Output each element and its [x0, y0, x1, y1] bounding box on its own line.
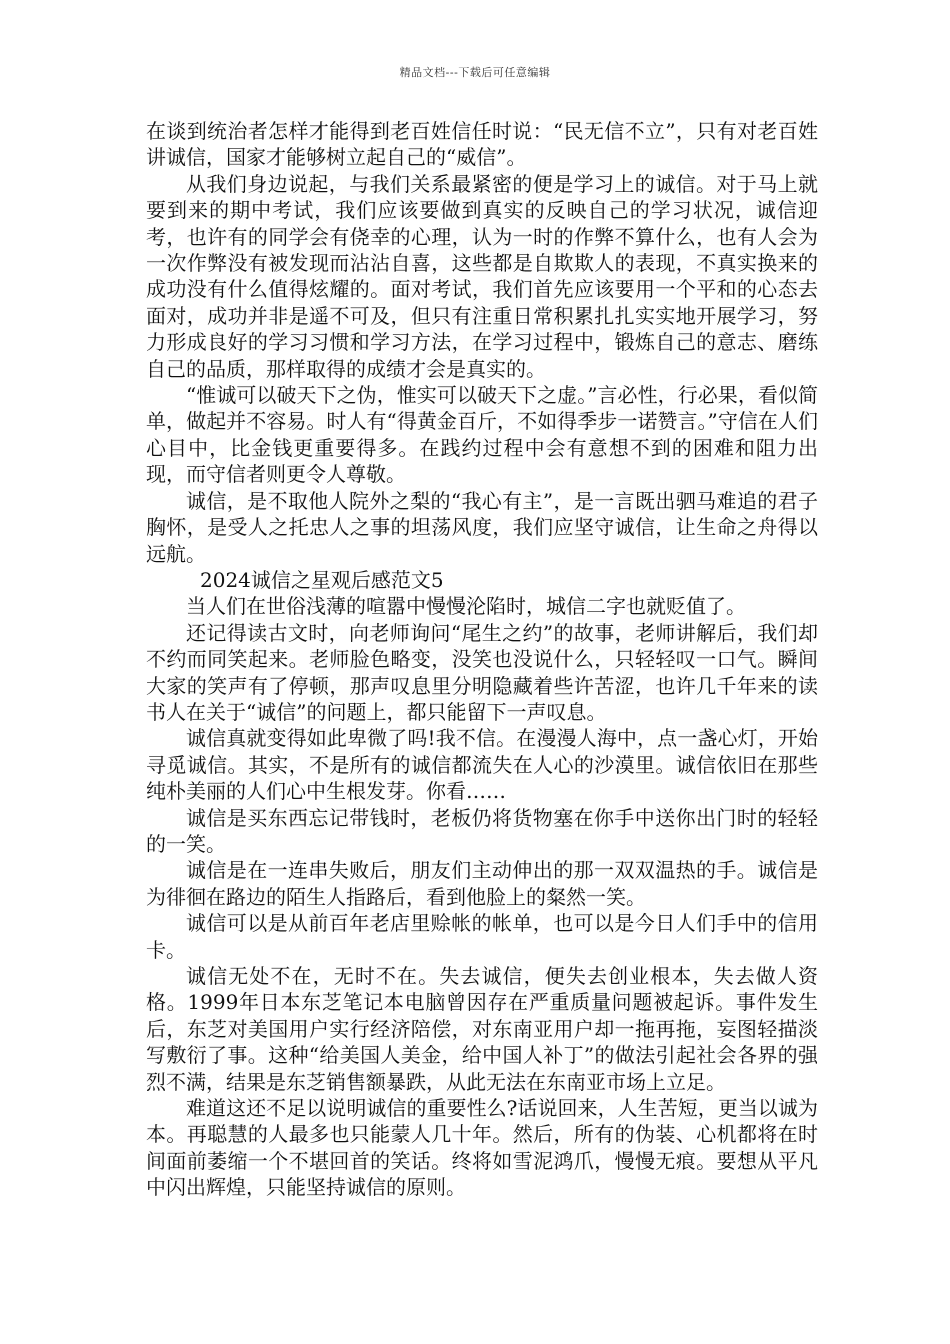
paragraph-3: “惟诚可以破天下之伪，惟实可以破天下之虚。”言必性，行必果，看似简单，做起并不容易。时人有“得黄金百斤，不如得季步一诺赞言。”守信在人们心目中，比金钱更重要得多。在践约过程中会有意想不到的困难和阻力出现，而守信者则更令人尊敬。: [146, 383, 818, 487]
paragraph-9: 诚信是在一连串失败后，朋友们主动伸出的那一双双温热的手。诚信是为徘徊在路边的陌生人指路后，看到他脸上的粲然一笑。: [146, 858, 818, 909]
paragraph-6: 还记得读古文时，向老师询问“尾生之约”的故事，老师讲解后，我们却不约而同笑起来。老师脸色略变，没笑也没说什么，只轻轻叹一口气。瞬间大家的笑声有了停顿，那声叹息里分明隐藏着些许苦涩，也许几千年来的读书人在关于“诚信”的问题上，都只能留下一声叹息。: [146, 620, 818, 724]
paragraph-12: 难道这还不足以说明诚信的重要性么?话说回来，人生苦短，更当以诚为本。再聪慧的人最多也只能蒙人几十年。然后，所有的伪装、心机都将在时间面前萎缩一个不堪回首的笑话。终将如雪泥鸿爪，慢慢无痕。要想从平凡中闪出辉煌，只能坚持诚信的原则。: [146, 1096, 818, 1200]
paragraph-4: 诚信，是不取他人院外之梨的“我心有主”，是一言既出驷马难追的君子胸怀，是受人之托忠人之事的坦荡风度，我们应坚守诚信，让生命之舟得以远航。: [146, 488, 818, 566]
paragraph-11: 诚信无处不在，无时不在。失去诚信，便失去创业根本，失去做人资格。1999年日本东芝笔记本电脑曾因存在严重质量问题被起诉。事件发生后，东芝对美国用户实行经济陪偿，对东南亚用户却一拖再拖，妄图轻描淡写敷衍了事。这种“给美国人美金，给中国人补丁”的做法引起社会各界的强烈不满，结果是东芝销售额暴跌，从此无法在东南亚市场上立足。: [146, 964, 818, 1094]
paragraph-8: 诚信是买东西忘记带钱时，老板仍将货物塞在你手中送你出门时的轻轻的一笑。: [146, 805, 818, 856]
paragraph-5: 当人们在世俗浅薄的喧嚣中慢慢沦陷时，城信二字也就贬值了。: [186, 594, 746, 619]
paragraph-1: 在谈到统治者怎样才能得到老百姓信任时说：“民无信不立”，只有对老百姓讲诚信，国家才能够树立起自己的“威信”。: [146, 119, 818, 170]
paragraph-7: 诚信真就变得如此卑微了吗!我不信。在漫漫人海中，点一盏心灯，开始寻觅诚信。其实，不是所有的诚信都流失在人心的沙漠里。诚信依旧在那些纯朴美丽的人们心中生根发芽。你看……: [146, 726, 818, 804]
paragraph-2: 从我们身边说起，与我们关系最紧密的便是学习上的诚信。对于马上就要到来的期中考试，我们应该要做到真实的反映自己的学习状况，诚信迎考，也许有的同学会有侥幸的心理，认为一时的作弊不算什么，也有人会为一次作弊没有被发现而沾沾自喜，这些都是自欺欺人的表现，不真实换来的成功没有什么值得炫耀的。面对考试，我们首先应该要用一个平和的心态去面对，成功并非是遥不可及，但只有注重日常积累扎扎实实地开展学习，努力形成良好的学习习惯和学习方法，在学习过程中，锻炼自己的意志、磨练自己的品质，那样取得的成绩才会是真实的。: [146, 171, 818, 381]
paragraph-10: 诚信可以是从前百年老店里赊帐的帐单，也可以是今日人们手中的信用卡。: [146, 911, 818, 962]
page-header: 精品文档---下载后可任意编辑: [399, 66, 551, 79]
document-body: [146, 118, 818, 1201]
section-heading: 2024诚信之星观后感范文5: [200, 567, 444, 592]
